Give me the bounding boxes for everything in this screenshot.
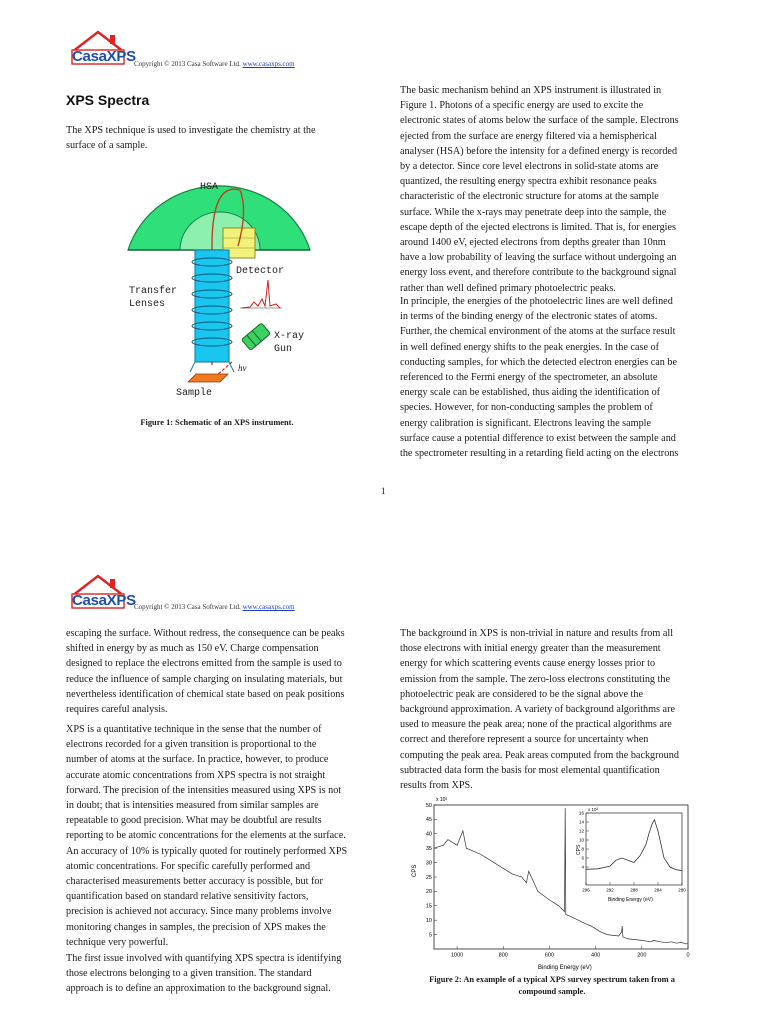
y-axis-label: CPS	[412, 864, 418, 877]
sample-label: Sample	[176, 388, 213, 399]
y-tick-label: 20	[425, 889, 432, 896]
text-line: electrons recorded for a given transition is proportional to the	[66, 739, 317, 751]
y-tick-label: 35	[425, 846, 432, 853]
x-tick-label: 200	[637, 952, 647, 959]
figure1-caption: Figure 1: Schematic of an XPS instrument.	[140, 418, 294, 427]
y-tick-label: 6	[581, 855, 584, 861]
text-line: precision is achieved not accuracy. Since many problems involve	[66, 906, 332, 918]
background-paragraph	[400, 626, 702, 793]
text-line: quantized, the resulting energy spectra exhibit resonance peaks	[400, 176, 657, 188]
hv-label: hν	[238, 363, 247, 373]
text-line: surface. While the x-rays may penetrate deep into the sample, the	[400, 206, 667, 218]
y-tick-label: 16	[578, 810, 584, 816]
website-link[interactable]: www.casaxps.com	[242, 60, 295, 68]
gun-label: Gun	[274, 344, 293, 355]
y-tick-label: 5	[428, 932, 432, 939]
text-line: conducting samples, for which the detected electron energies can be	[400, 356, 678, 368]
copyright-text: Copyright © 2013 Casa Software Ltd.	[134, 603, 241, 611]
text-line: energy for which scattering events cause energy losses prior to	[400, 658, 656, 670]
text-line: number of atoms at the surface. In practice, however, to produce	[66, 754, 329, 766]
x-tick-label: 800	[498, 952, 508, 959]
y-tick-label: 25	[425, 874, 432, 881]
copyright-line	[134, 60, 295, 68]
text-line: forward. The precision of the intensities measured using XPS is not	[66, 784, 342, 796]
text-line: the spectrometer resulting in a retarding field acting on the electrons	[400, 448, 679, 460]
text-line: escaping the surface. Without redress, the consequence can be peaks	[66, 628, 345, 639]
text-line: accurate atomic concentrations from XPS spectra is not straight	[66, 769, 326, 781]
page-title: XPS Spectra	[66, 92, 150, 108]
x-tick-label: 288	[630, 887, 638, 893]
text-line: XPS is a quantitative technique in the sense that the number of	[66, 724, 322, 735]
text-line: have a low probability of leaving the surface without undergoing an	[400, 252, 677, 264]
text-line: Figure 1. Photons of a specific energy are used to excite the	[400, 100, 644, 112]
text-line: escape depth of the ejected electrons is limited. That is, for energies	[400, 221, 677, 233]
text-line: energy calibration is significant. Electrons leaving the sample	[400, 417, 652, 429]
y-tick-label: 30	[425, 860, 432, 867]
text-line: rather than well defined primary photoelectric peaks.	[400, 282, 616, 294]
x-tick-label: 292	[606, 887, 614, 893]
text-line: in terms of the binding energy of the electronic states of atoms.	[400, 311, 658, 323]
text-line: ejected from the surface are energy filtered via a hemispherical	[400, 130, 657, 142]
x-tick-label: 400	[591, 952, 601, 959]
text-line: monitoring changes in samples, the precision of XPS makes the	[66, 921, 326, 933]
text-line: results from XPS.	[400, 780, 473, 792]
text-line: designed to replace the electrons emitted from the sample is used to	[66, 658, 342, 670]
text-line: quantification based on standard relative sensitivity factors,	[66, 891, 309, 903]
text-line: nevertheless identification of chemical state based on peak positions	[66, 688, 345, 700]
text-line: requires careful analysis.	[66, 704, 168, 716]
y-multiplier: x 10³	[436, 797, 448, 803]
inset-y-axis-label: CPS	[576, 844, 582, 855]
text-line: shifted in energy by as much as 150 eV. Charge compensation	[66, 643, 319, 655]
x-tick-label: 0	[686, 952, 690, 959]
text-line: In principle, the energies of the photoelectric lines are well defined	[400, 296, 673, 307]
y-tick-label: 10	[425, 918, 432, 925]
text-line: The basic mechanism behind an XPS instrument is illustrated in	[400, 85, 662, 96]
text-line: repeatable to good precision. What may be doubtful are results	[66, 815, 322, 827]
y-tick-label: 8	[581, 846, 584, 852]
text-line: species. However, for non-conducting samples the problem of	[400, 402, 653, 414]
text-line: The first issue involved with quantifying XPS spectra is identifying	[66, 953, 342, 964]
text-line: electronic states of atoms below the surface of the sample. Electrons	[400, 115, 679, 127]
text-line: reduce the influence of sample charging on insulating materials, but	[66, 673, 343, 685]
y-tick-label: 15	[425, 903, 432, 910]
copyright-text: Copyright © 2013 Casa Software Ltd.	[134, 60, 241, 68]
text-line: subtracted data form the basis for most elemental quantification	[400, 764, 660, 776]
text-line: characterised measurements better accuracy is possible, but for	[66, 876, 323, 888]
hsa-label: HSA	[200, 182, 219, 193]
text-line: used to measure the peak area; none of the practical algorithms are	[400, 719, 672, 731]
text-line: technique very powerful.	[66, 936, 169, 948]
text-line: emission from the sample. The zero-loss electrons constituting the	[400, 673, 671, 685]
text-line: atomic concentrations. For specific carefully performed and	[66, 860, 311, 872]
charging-paragraph	[66, 626, 372, 717]
text-line: by a detector. Since core level electrons in solid-state atoms are	[400, 161, 659, 173]
energy-paragraph	[400, 294, 700, 461]
mechanism-paragraph	[400, 83, 700, 296]
text-line: energy scale can be established, thus aiding the identification of	[400, 387, 661, 399]
inset-frame	[586, 813, 682, 885]
text-line: correct and therefore represent a source for uncertainty when	[400, 734, 649, 746]
y-tick-label: 10	[578, 837, 584, 843]
transfer-label: Transfer	[129, 286, 178, 297]
text-line: background approximation. A variety of background algorithms are	[400, 704, 675, 716]
x-tick-label: 1000	[450, 952, 464, 959]
website-link[interactable]: www.casaxps.com	[242, 603, 295, 611]
x-tick-label: 280	[678, 887, 686, 893]
x-tick-label: 296	[582, 887, 590, 893]
inset-y-multiplier: x 10³	[588, 807, 599, 812]
inset-x-axis-label: Binding Energy (eV)	[608, 897, 653, 903]
page-number: 1	[381, 486, 386, 496]
identifying-paragraph	[66, 951, 372, 997]
y-tick-label: 12	[578, 828, 584, 834]
xray-label: X-ray	[274, 331, 305, 342]
survey-spectrum-chart	[408, 793, 698, 971]
text-line: surface cause a potential difference to exist between the sample and	[400, 432, 676, 444]
x-tick-label: 284	[654, 887, 662, 893]
text-line: reporting to be atomic concentrations for the elements at the surface.	[66, 830, 346, 842]
text-line: those electrons belonging to a given transition. The standard	[66, 968, 312, 980]
y-tick-label: 40	[425, 831, 432, 838]
copyright-line	[134, 603, 295, 611]
text-line: in well defined energy shifts to the peak energies. In the case of	[400, 341, 660, 353]
intro-paragraph: The XPS technique is used to investigate the chemistry at the surface of a sample.	[66, 125, 316, 152]
x-tick-label: 600	[544, 952, 555, 959]
text-line: referenced to the Fermi energy of the spectrometer, an absolute	[400, 372, 658, 384]
quantitative-paragraph	[66, 722, 372, 950]
text-line: photoelectric peak are considered to be the signal above the	[400, 688, 643, 700]
y-tick-label: 45	[425, 817, 432, 824]
logo-text: CasaXPS	[72, 48, 136, 65]
y-tick-label: 50	[425, 802, 432, 809]
logo-text: CasaXPS	[72, 592, 136, 609]
detector-label: Detector	[236, 266, 285, 277]
text-line: characteristic of the electronic structure for atoms at the sample	[400, 191, 659, 203]
caption-line: Figure 2: An example of a typical XPS survey spectrum taken from a	[429, 975, 675, 984]
text-line: An accuracy of 10% is typically quoted for routinely performed XPS	[66, 845, 348, 857]
caption-line: compound sample.	[518, 987, 586, 996]
lenses-label: Lenses	[129, 299, 166, 310]
text-line: computing the peak area. Peak areas computed from the background	[400, 749, 679, 761]
y-tick-label: 14	[578, 819, 584, 825]
x-axis-label: Binding Energy (eV)	[538, 965, 592, 971]
text-line: around 1400 eV, ejected electrons from depths greater than 10nm	[400, 237, 666, 249]
text-line: Further, the chemical environment of the atoms at the surface result	[400, 326, 676, 338]
text-line: energy loss event, and therefore contribute to the background signal	[400, 267, 677, 279]
y-tick-label: 4	[581, 864, 584, 870]
figure2-caption	[402, 974, 702, 998]
text-line: analyser (HSA) before the intensity for a defined energy is recorded	[400, 145, 678, 157]
text-line: those electrons with initial energy greater than the measurement	[400, 643, 661, 655]
text-line: The background in XPS is non-trivial in nature and results from all	[400, 628, 674, 639]
text-line: approach is to define an approximation to the background signal.	[66, 983, 331, 995]
xps-instrument-figure	[120, 150, 320, 406]
text-line: in doubt; that is intensities measured from similar samples are	[66, 800, 319, 812]
